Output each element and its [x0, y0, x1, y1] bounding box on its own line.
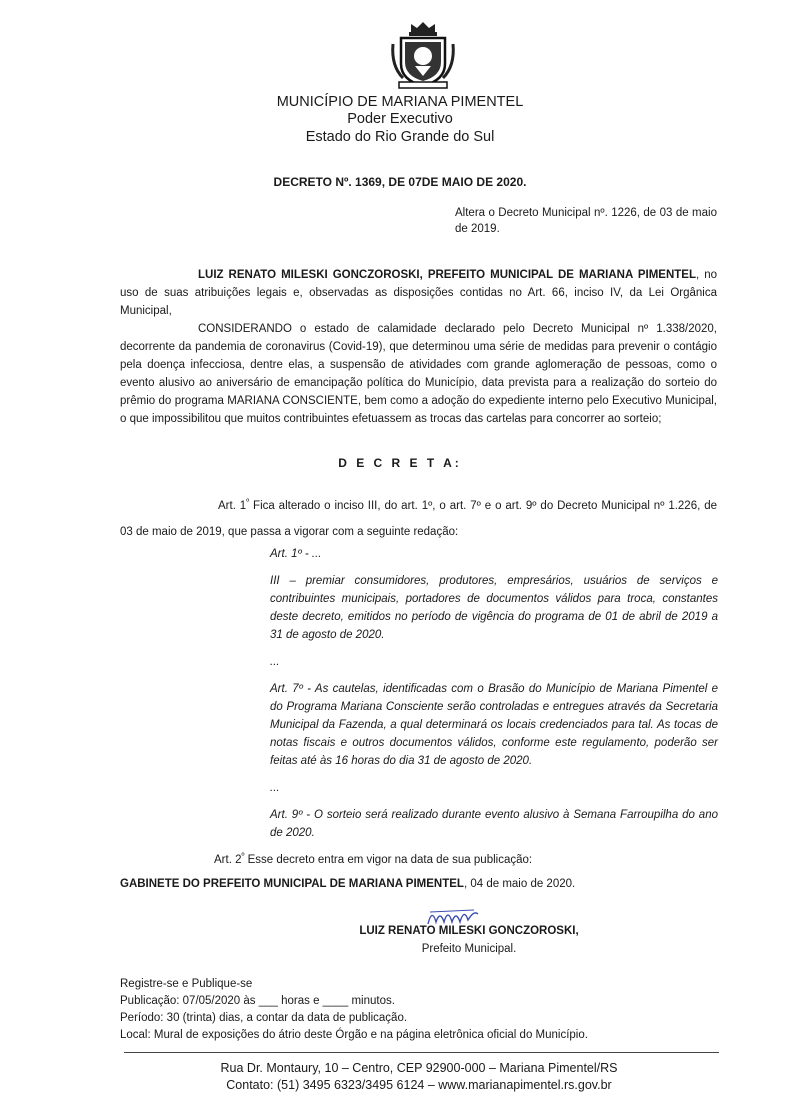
article-2-ordinal: º — [241, 851, 245, 860]
article-2-text: Esse decreto entra em vigor na data de sua publicação: — [244, 853, 533, 866]
mayor-preamble — [120, 266, 717, 320]
considerando-paragraph: CONSIDERANDO o estado de calamidade declarado pelo Decreto Municipal nº 1.338/2020, decorrente da pandemia de coronavirus (Covid-19), que determinou uma série de medidas para prevenir o contágio pela doença infecciosa, dentre elas, a suspensão de atividades com grande aglomeração de pessoas, como o evento alusivo ao aniversário de emancipação política do Município, data prevista para a realização do sorteio do prêmio do programa MARIANA CONSCIENTE, bem como a adoção do expediente interno pelo Executivo Municipal, o que impossibilitou que muitos contribuintes efetuassem as trocas das cartelas para concorrer ao sorteio; — [120, 323, 717, 425]
registro-line: Registre-se e Publique-se — [120, 978, 253, 990]
decree-ementa: Altera o Decreto Municipal nº. 1226, de 03 de maio de 2019. — [455, 207, 717, 235]
signatory-name: LUIZ RENATO MILESKI GONCZOROSKI, — [359, 925, 579, 937]
article-2-label: Art. 2 — [214, 853, 242, 866]
gabinete-line — [120, 878, 575, 890]
footer-divider — [124, 1052, 719, 1053]
decree-title: DECRETO Nº. 1369, DE 07DE MAIO DE 2020. — [273, 175, 527, 189]
signatory-role: Prefeito Municipal. — [421, 943, 517, 955]
quoted-art-7: Art. 7º - As cautelas, identificadas com o Brasão do Município de Mariana Pimentel e do Programa Mariana Consciente serão controladas e entregues através da Secretaria Municipal da Fazenda, a qual determinará os locais credenciados para tal. As tocas de notas fiscais e outros documentos válidos, conforme este regulamento, poderão ser feitas até às 16 horas do dia 31 de agosto de 2020. — [270, 683, 718, 767]
quoted-inciso-iii: III – premiar consumidores, produtores, empresários, usuários de serviços e contribuintes municipais, portadores de documentos válidos para troca, constantes deste decreto, emitidos no período de vigência do programa de 01 de abril de 2019 a 31 de agosto de 2020. — [270, 575, 718, 641]
gabinete-date: , 04 de maio de 2020. — [463, 878, 576, 890]
footer-address: Rua Dr. Montaury, 10 – Centro, CEP 92900-000 – Mariana Pimentel/RS — [220, 1061, 618, 1075]
article-1-ordinal: º — [246, 497, 250, 506]
quoted-art-9: Art. 9º - O sorteio será realizado durante evento alusivo à Semana Farroupilha do ano de 2020. — [270, 809, 718, 839]
branch-name: Poder Executivo — [347, 111, 453, 127]
state-name: Estado do Rio Grande do Sul — [305, 129, 495, 145]
mayor-preamble-text: , no uso de suas atribuições legais e, observadas as disposições contidas no Art. 66, inciso IV, da Lei Orgânica Municipal, — [120, 269, 717, 317]
footer-contact: Contato: (51) 3495 6323/3495 6124 – www.marianapimentel.rs.gov.br — [226, 1078, 612, 1092]
article-1 — [120, 489, 717, 545]
quoted-ellipsis-1: ... — [270, 656, 280, 668]
municipality-name: MUNICÍPIO DE MARIANA PIMENTEL — [276, 94, 524, 110]
decreta-heading: D E C R E T A: — [338, 456, 462, 470]
article-1-label: Art. 1 — [218, 499, 247, 512]
coat-of-arms-icon — [389, 20, 457, 90]
local-line: Local: Mural de exposições do átrio deste Órgão e na página eletrônica oficial do Município. — [120, 1029, 588, 1041]
gabinete-name: GABINETE DO PREFEITO MUNICIPAL DE MARIANA PIMENTEL — [120, 878, 464, 890]
article-2 — [214, 851, 532, 866]
periodo-line: Período: 30 (trinta) dias, a contar da data de publicação. — [120, 1012, 408, 1024]
article-1-text: Fica alterado o inciso III, do art. 1º, o art. 7º e o art. 9º do Decreto Municipal nº 1.226, de 03 de maio de 2019, que passa a vigorar com a seguinte redação: — [120, 499, 717, 538]
quoted-art-1: Art. 1º - ... — [270, 548, 322, 560]
publicacao-line: Publicação: 07/05/2020 às ___ horas e ____ minutos. — [120, 995, 395, 1007]
mayor-name: LUIZ RENATO MILESKI GONCZOROSKI, PREFEITO MUNICIPAL DE MARIANA PIMENTEL — [198, 269, 696, 281]
quoted-ellipsis-2: ... — [270, 782, 280, 794]
